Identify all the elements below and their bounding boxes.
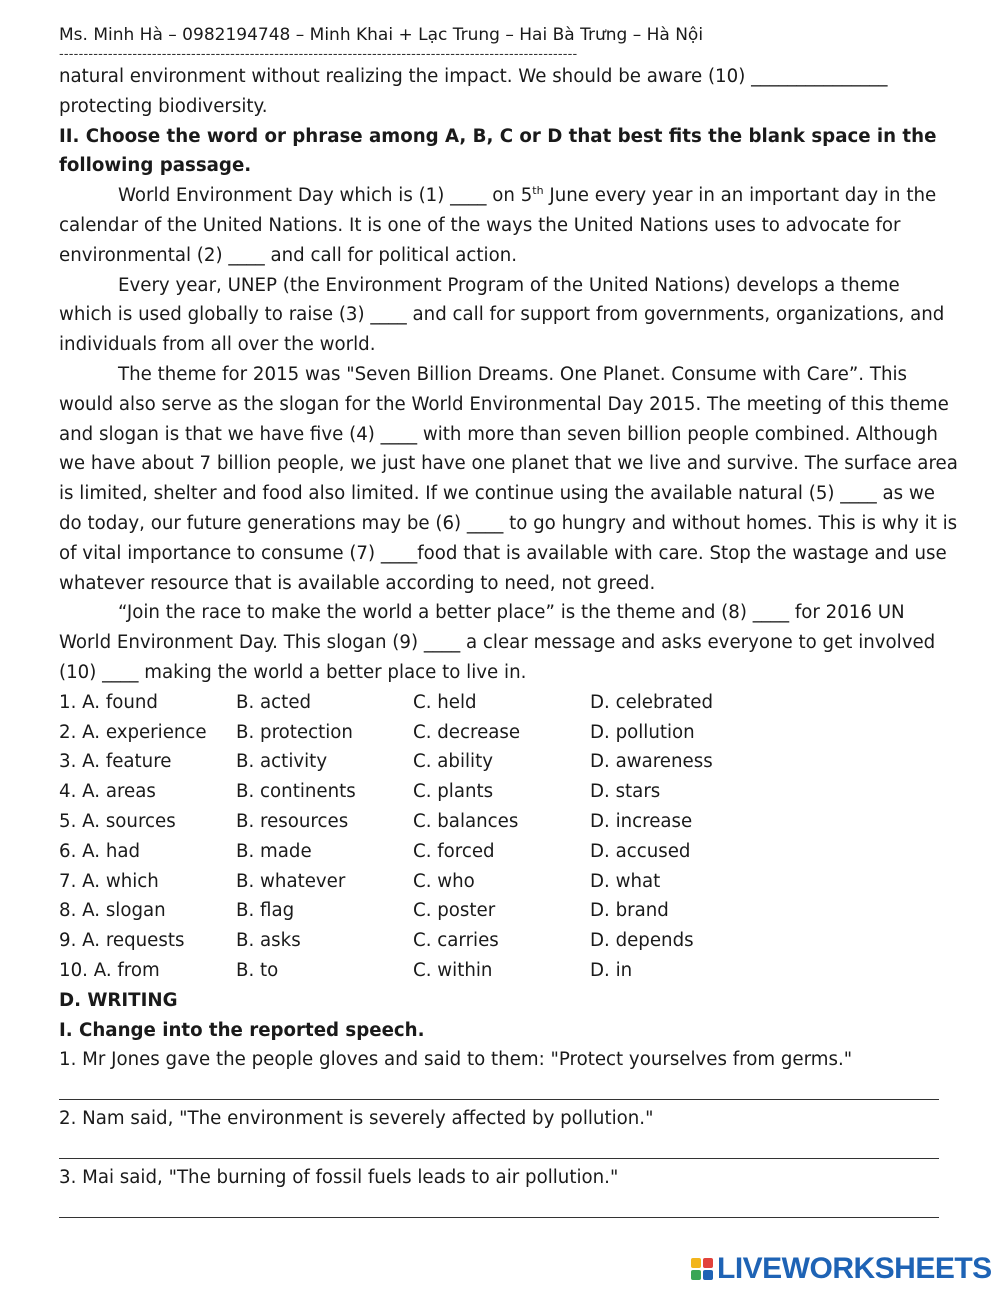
passage-paragraph-4-line-2: World Environment Day. This slogan (9) ____ a clear message and asks everyone to get involved (59, 632, 936, 654)
intro-line-2: protecting biodiversity. (59, 95, 268, 117)
logo-square-red (703, 1258, 713, 1268)
option-5d[interactable]: D. increase (590, 810, 693, 832)
passage-paragraph-3-line-6: do today, our future generations may be (6) ____ to go hungry and without homes. This is why it is (59, 512, 958, 534)
option-10d[interactable]: D. in (590, 959, 633, 981)
logo-square-yellow (691, 1258, 701, 1268)
passage-paragraph-1-line-1: World Environment Day which is (1) ____ on 5th June every year in an important day in the (118, 184, 937, 207)
option-8a[interactable]: 8. A. slogan (59, 900, 166, 922)
option-3d[interactable]: D. awareness (590, 751, 713, 773)
option-9a[interactable]: 9. A. requests (59, 930, 185, 952)
option-9d[interactable]: D. depends (590, 930, 694, 952)
passage-paragraph-4-line-3: (10) ____ making the world a better place to live in. (59, 661, 527, 683)
passage-paragraph-2-line-1: Every year, UNEP (the Environment Program of the United Nations) develops a theme (118, 274, 900, 296)
option-7b[interactable]: B. whatever (236, 870, 346, 892)
option-row-7 (59, 867, 941, 897)
option-7c[interactable]: C. who (413, 870, 475, 892)
intro-text (59, 62, 958, 688)
worksheet-page (59, 22, 958, 1222)
option-5c[interactable]: C. balances (413, 810, 519, 832)
passage-paragraph-1-line-2: calendar of the United Nations. It is one of the ways the United Nations uses to advocate for (59, 214, 901, 236)
passage-paragraph-3-line-1: The theme for 2015 was "Seven Billion Dreams. One Planet. Consume with Care”. This (118, 363, 907, 385)
option-2d[interactable]: D. pollution (590, 721, 695, 743)
passage-paragraph-3-line-4: we have about 7 billion people, we just have one planet that we live and survive. The surface area (59, 453, 958, 475)
option-10b[interactable]: B. to (236, 959, 279, 981)
option-9c[interactable]: C. carries (413, 930, 499, 952)
option-7d[interactable]: D. what (590, 870, 661, 892)
option-8d[interactable]: D. brand (590, 900, 669, 922)
liveworksheets-logo-text: LIVEWORKSHEETS (717, 1252, 992, 1285)
option-row-5 (59, 807, 941, 837)
option-row-6 (59, 837, 941, 867)
passage-paragraph-3-line-2: would also serve as the slogan for the World Environmental Day 2015. The meeting of this theme (59, 393, 949, 415)
logo-square-blue (703, 1270, 713, 1280)
option-row-1 (59, 688, 941, 718)
option-5b[interactable]: B. resources (236, 810, 349, 832)
option-row-9 (59, 926, 941, 956)
option-1c[interactable]: C. held (413, 691, 477, 713)
option-2b[interactable]: B. protection (236, 721, 353, 743)
passage-paragraph-2-line-3: individuals from all over the world. (59, 334, 376, 356)
liveworksheets-logo-icon (691, 1258, 713, 1280)
option-8b[interactable]: B. flag (236, 900, 295, 922)
option-7a[interactable]: 7. A. which (59, 870, 159, 892)
option-4b[interactable]: B. continents (236, 781, 356, 803)
option-3c[interactable]: C. ability (413, 751, 494, 773)
logo-square-green (691, 1270, 701, 1280)
option-4d[interactable]: D. stars (590, 781, 661, 803)
option-4c[interactable]: C. plants (413, 781, 494, 803)
section-2-heading-line-2: following passage. (59, 155, 252, 177)
option-5a[interactable]: 5. A. sources (59, 810, 176, 832)
teacher-contact-header: Ms. Minh Hà – 0982194748 – Minh Khai + Lạc Trung – Hai Bà Trưng – Hà Nội (59, 25, 704, 45)
option-10a[interactable]: 10. A. from (59, 959, 160, 981)
writing-section (59, 986, 941, 1218)
option-1b[interactable]: B. acted (236, 691, 312, 713)
option-3b[interactable]: B. activity (236, 751, 328, 773)
liveworksheets-logo (691, 1253, 992, 1285)
reported-speech-heading: I. Change into the reported speech. (59, 1019, 425, 1041)
option-10c[interactable]: C. within (413, 959, 493, 981)
intro-line-1: natural environment without realizing the impact. We should be aware (10) _______________ (59, 66, 888, 87)
header-divider: ---------------------------------------------------------------------------------------------------------- (59, 48, 578, 62)
passage-paragraph-3-line-3: and slogan is that we have five (4) ____ with more than seven billion people combined. Although (59, 423, 938, 445)
option-6d[interactable]: D. accused (590, 840, 691, 862)
writing-question-1: 1. Mr Jones gave the people gloves and said to them: "Protect yourselves from germs." (59, 1049, 853, 1071)
option-row-4 (59, 777, 941, 807)
writing-heading: D. WRITING (59, 989, 178, 1011)
passage-paragraph-3-line-5: is limited, shelter and food also limited. If we continue using the available natural (5) ____ as we (59, 483, 935, 505)
passage-paragraph-4-line-1: “Join the race to make the world a better place” is the theme and (8) ____ for 2016 UN (118, 602, 905, 624)
option-row-10 (59, 956, 941, 986)
option-1d[interactable]: D. celebrated (590, 691, 714, 713)
option-3a[interactable]: 3. A. feature (59, 751, 172, 773)
option-row-3 (59, 747, 941, 777)
option-9b[interactable]: B. asks (236, 930, 301, 952)
option-row-2 (59, 718, 941, 748)
option-2a[interactable]: 2. A. experience (59, 721, 207, 743)
option-4a[interactable]: 4. A. areas (59, 781, 156, 803)
passage-paragraph-3-line-7: of vital importance to consume (7) ____food that is available with care. Stop the wastage and use (59, 542, 947, 564)
passage-paragraph-2-line-2: which is used globally to raise (3) ____ and call for support from governments, organizations, and (59, 304, 945, 326)
option-6c[interactable]: C. forced (413, 840, 495, 862)
answer-options (59, 688, 941, 986)
option-8c[interactable]: C. poster (413, 900, 496, 922)
option-6b[interactable]: B. made (236, 840, 312, 862)
writing-question-3: 3. Mai said, "The burning of fossil fuels leads to air pollution." (59, 1166, 619, 1188)
option-row-8 (59, 896, 941, 926)
writing-question-2: 2. Nam said, "The environment is severely affected by pollution." (59, 1108, 654, 1130)
option-2c[interactable]: C. decrease (413, 721, 521, 743)
section-2-heading-line-1: II. Choose the word or phrase among A, B, C or D that best fits the blank space in the (59, 125, 937, 147)
passage-paragraph-3-line-8: whatever resource that is available according to need, not greed. (59, 572, 656, 594)
option-6a[interactable]: 6. A. had (59, 840, 141, 862)
passage-paragraph-1-line-3: environmental (2) ____ and call for political action. (59, 244, 518, 266)
option-1a[interactable]: 1. A. found (59, 691, 158, 713)
